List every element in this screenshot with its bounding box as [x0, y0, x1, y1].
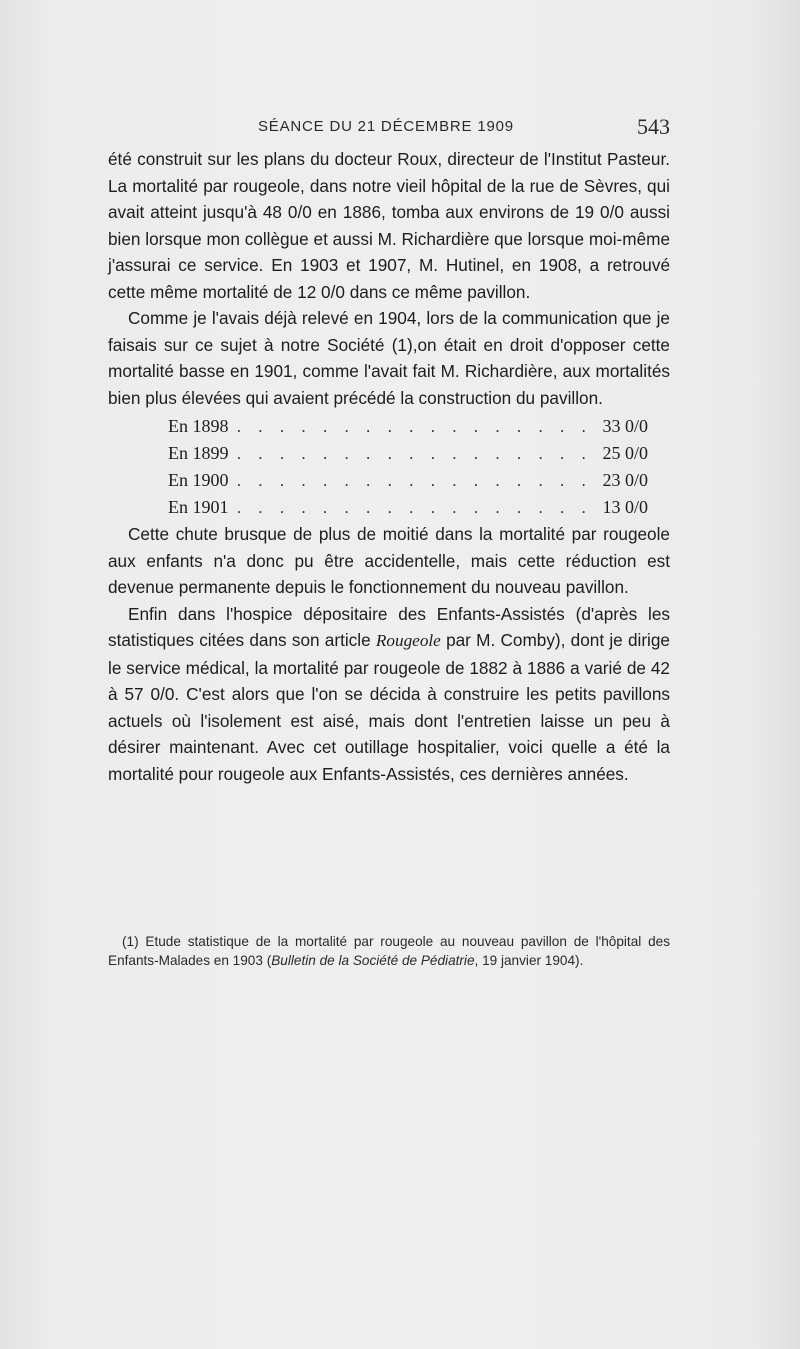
- dot-leader: [237, 467, 595, 494]
- row-year: En 1901: [168, 497, 229, 517]
- dot-leader: [237, 413, 595, 440]
- table-row: [168, 494, 648, 521]
- running-title: SÉANCE DU 21 DÉCEMBRE 1909: [258, 118, 514, 135]
- table-row: [168, 440, 648, 467]
- mortality-table: [168, 413, 648, 521]
- body-text: [108, 146, 670, 787]
- table-row: [168, 413, 648, 440]
- footnote: [108, 932, 670, 970]
- footnote-journal-title: Bulletin de la Société de Pédiatrie: [271, 953, 475, 968]
- footnote-text-a: (1) Etude statistique de la mortalité par rougeole au nouveau pavillon de l'hôpital des Enfants-Malades en 1903 (: [108, 934, 670, 968]
- paragraph-4-text-a: Enfin dans l'hospice dépositaire des Enfants-Assistés (d'après les statistiques citées dans son article: [108, 603, 670, 650]
- page-number: 543: [637, 114, 670, 139]
- row-year: En 1898: [168, 416, 229, 436]
- row-rate: 13 0/0: [602, 497, 648, 517]
- paragraph-1: été construit sur les plans du docteur Roux, directeur de l'Institut Pasteur. La mortalité par rougeole, dans notre vieil hôpital de la rue de Sèvres, qui avait atteint jusqu'à 48 0/0 en 1886, tomba aux environs de 19 0/0 aussi bien lorsque mon collègue et aussi M. Richardière que lorsque moi-même j'assurai ce service. En 1903 et 1907, M. Hutinel, en 1908, a retrouvé cette même mortalité de 12 0/0 dans ce même pavillon.: [108, 149, 670, 302]
- article-title: Rougeole: [375, 631, 441, 650]
- paragraph-2: Comme je l'avais déjà relevé en 1904, lors de la communication que je faisais sur ce sujet à notre Société (1),on était en droit d'opposer cette mortalité basse en 1901, comme l'avait fait M. Richardière, aux mortalités bien plus élevées qui avaient précédé la construction du pavillon.: [108, 308, 670, 408]
- row-year: En 1899: [168, 443, 229, 463]
- row-year: En 1900: [168, 470, 229, 490]
- dot-leader: [237, 494, 595, 521]
- row-rate: 25 0/0: [602, 443, 648, 463]
- paragraph-3: Cette chute brusque de plus de moitié dans la mortalité par rougeole aux enfants n'a donc pu être accidentelle, mais cette réduction est devenue permanente depuis le fonctionnement du nouveau pavillon.: [108, 524, 670, 597]
- page-header: [108, 116, 670, 146]
- row-rate: 33 0/0: [602, 416, 648, 436]
- footnote-text-b: , 19 janvier 1904).: [474, 953, 584, 968]
- table-row: [168, 467, 648, 494]
- dot-leader: [237, 440, 595, 467]
- paragraph-4-text-b: par M. Comby), dont je dirige le service médical, la mortalité par rougeole de 1882 à 1886 a varié de 42 à 57 0/0. C'est alors que l'on se décida à construire les petits pavillons actuels où l'isolement est aisé, mais dont l'entretien laisse un peu à désirer maintenant. Avec cet outillage hospitalier, voici quelle a été la mortalité pour rougeole aux Enfants-Assistés, ces dernières années.: [108, 630, 670, 784]
- paragraph-4: [108, 601, 670, 788]
- row-rate: 23 0/0: [602, 470, 648, 490]
